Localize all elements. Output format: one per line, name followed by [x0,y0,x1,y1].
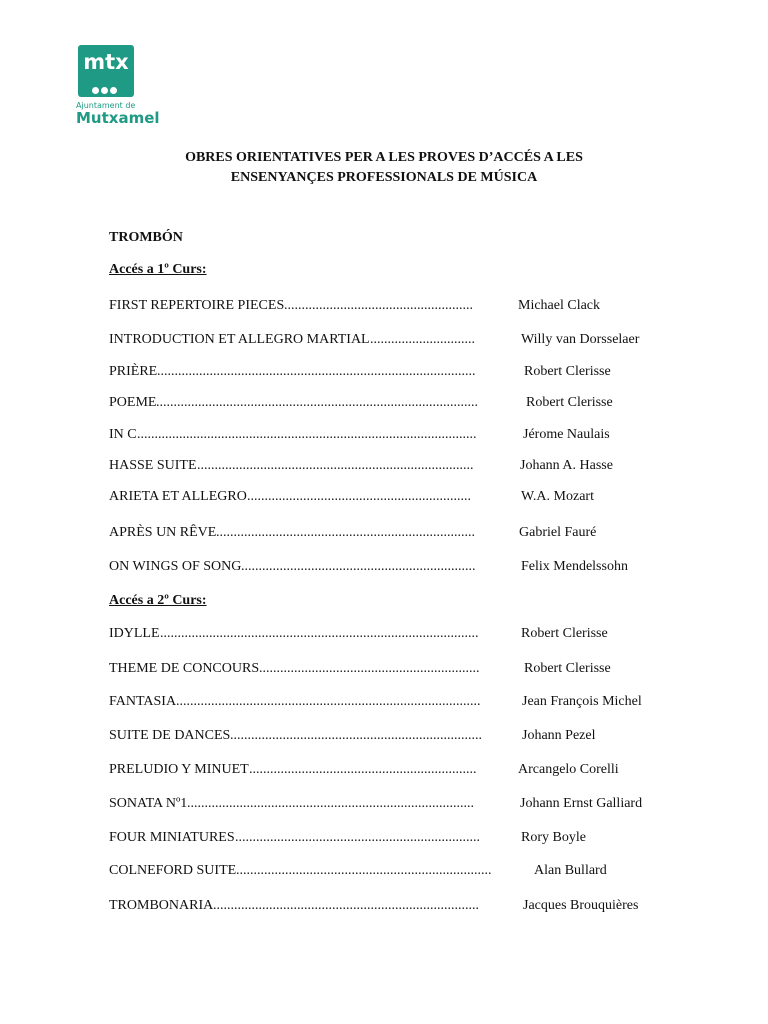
composer-name: Alan Bullard [534,863,607,878]
work-title: SONATA Nº1 [109,796,188,811]
leader-dots: ...................................................... [284,298,473,313]
work-title: COLNEFORD SUITE [109,863,237,878]
repertoire-entry [109,762,669,780]
composer-name: Johann Pezel [522,728,596,743]
repertoire-entry [109,525,669,543]
leader-dots: .................................................................................. [187,796,474,811]
composer-name: Robert Clerisse [524,661,611,676]
leader-dots: ................................................................................................. [137,427,477,442]
repertoire-entry [109,694,669,712]
work-title: THEME DE CONCOURS [109,661,260,676]
repertoire-entry [109,489,669,507]
logo-name: Mutxamel [76,109,160,127]
work-title: ON WINGS OF SONG [109,559,242,574]
repertoire-entry [109,364,669,382]
work-title: FIRST REPERTOIRE PIECES [109,298,285,313]
composer-name: Robert Clerisse [521,626,608,641]
composer-name: W.A. Mozart [521,489,594,504]
leader-dots: ............................................................... [259,661,480,676]
work-title: IN C [109,427,137,442]
repertoire-entry [109,427,669,445]
composer-name: Robert Clerisse [526,395,613,410]
leader-dots: ............................................................................ [213,898,479,913]
work-title: POEME [109,395,157,410]
leader-dots: ......................................................................... [236,863,492,878]
work-title: ARIETA ET ALLEGRO [109,489,247,504]
composer-name: Willy van Dorsselaer [521,332,640,347]
repertoire-entry [109,458,669,476]
logo-dots-icon [92,81,122,89]
logo-subtitle: Ajuntament de [76,101,136,110]
instrument-heading: TROMBÓN [109,230,183,245]
composer-name: Jean François Michel [522,694,642,709]
logo-badge [78,45,134,97]
composer-name: Johann A. Hasse [520,458,613,473]
composer-name: Jérome Naulais [523,427,610,442]
composer-name: Robert Clerisse [524,364,611,379]
leader-dots: .......................................................................... [216,525,475,540]
title-line-2: ENSENYANÇES PROFESSIONALS DE MÚSICA [230,170,538,185]
composer-name: Gabriel Fauré [519,525,597,540]
repertoire-entry [109,863,669,881]
repertoire-entry [109,728,669,746]
leader-dots: ................................................................ [247,489,471,504]
work-title: HASSE SUITE [109,458,197,473]
repertoire-entry [109,395,669,413]
repertoire-entry [109,898,669,916]
leader-dots: ...................................................................... [235,830,480,845]
repertoire-entry [109,332,669,350]
composer-name: Rory Boyle [521,830,586,845]
leader-dots: ........................................................................ [230,728,482,743]
leader-dots: ....................................................................................... [176,694,481,709]
repertoire-entry [109,661,669,679]
leader-dots: .............................. [370,332,475,347]
leader-dots: ................................................................... [241,559,476,574]
composer-name: Felix Mendelssohn [521,559,628,574]
section-heading-1: Accés a 1º Curs: [109,262,207,277]
repertoire-entry [109,559,669,577]
repertoire-entry [109,830,669,848]
work-title: IDYLLE [109,626,160,641]
work-title: INTRODUCTION ET ALLEGRO MARTIAL [109,332,370,347]
work-title: PRELUDIO Y MINUET [109,762,249,777]
work-title: FANTASIA [109,694,177,709]
composer-name: Jacques Brouquières [523,898,639,913]
leader-dots: ........................................................................................... [160,626,479,641]
leader-dots: ............................................................................................ [156,395,478,410]
mutxamel-logo [76,45,166,130]
logo-badge-text: mtx [83,50,129,74]
repertoire-entry [109,298,669,316]
document-title [60,148,708,188]
work-title: SUITE DE DANCES [109,728,231,743]
composer-name: Arcangelo Corelli [518,762,619,777]
work-title: FOUR MINIATURES [109,830,235,845]
leader-dots: ............................................................................... [197,458,474,473]
work-title: PRIÈRE [109,364,158,379]
section-heading-2: Accés a 2º Curs: [109,593,207,608]
work-title: TROMBONARIA [109,898,214,913]
composer-name: Michael Clack [518,298,601,313]
composer-name: Johann Ernst Galliard [520,796,643,811]
repertoire-entry [109,796,669,814]
repertoire-entry [109,626,669,644]
title-line-1: OBRES ORIENTATIVES PER A LES PROVES D’ACCÉS A LES [185,150,583,165]
leader-dots: ........................................................................................... [157,364,476,379]
work-title: APRÈS UN RÊVE [109,525,217,540]
leader-dots: ................................................................. [249,762,477,777]
